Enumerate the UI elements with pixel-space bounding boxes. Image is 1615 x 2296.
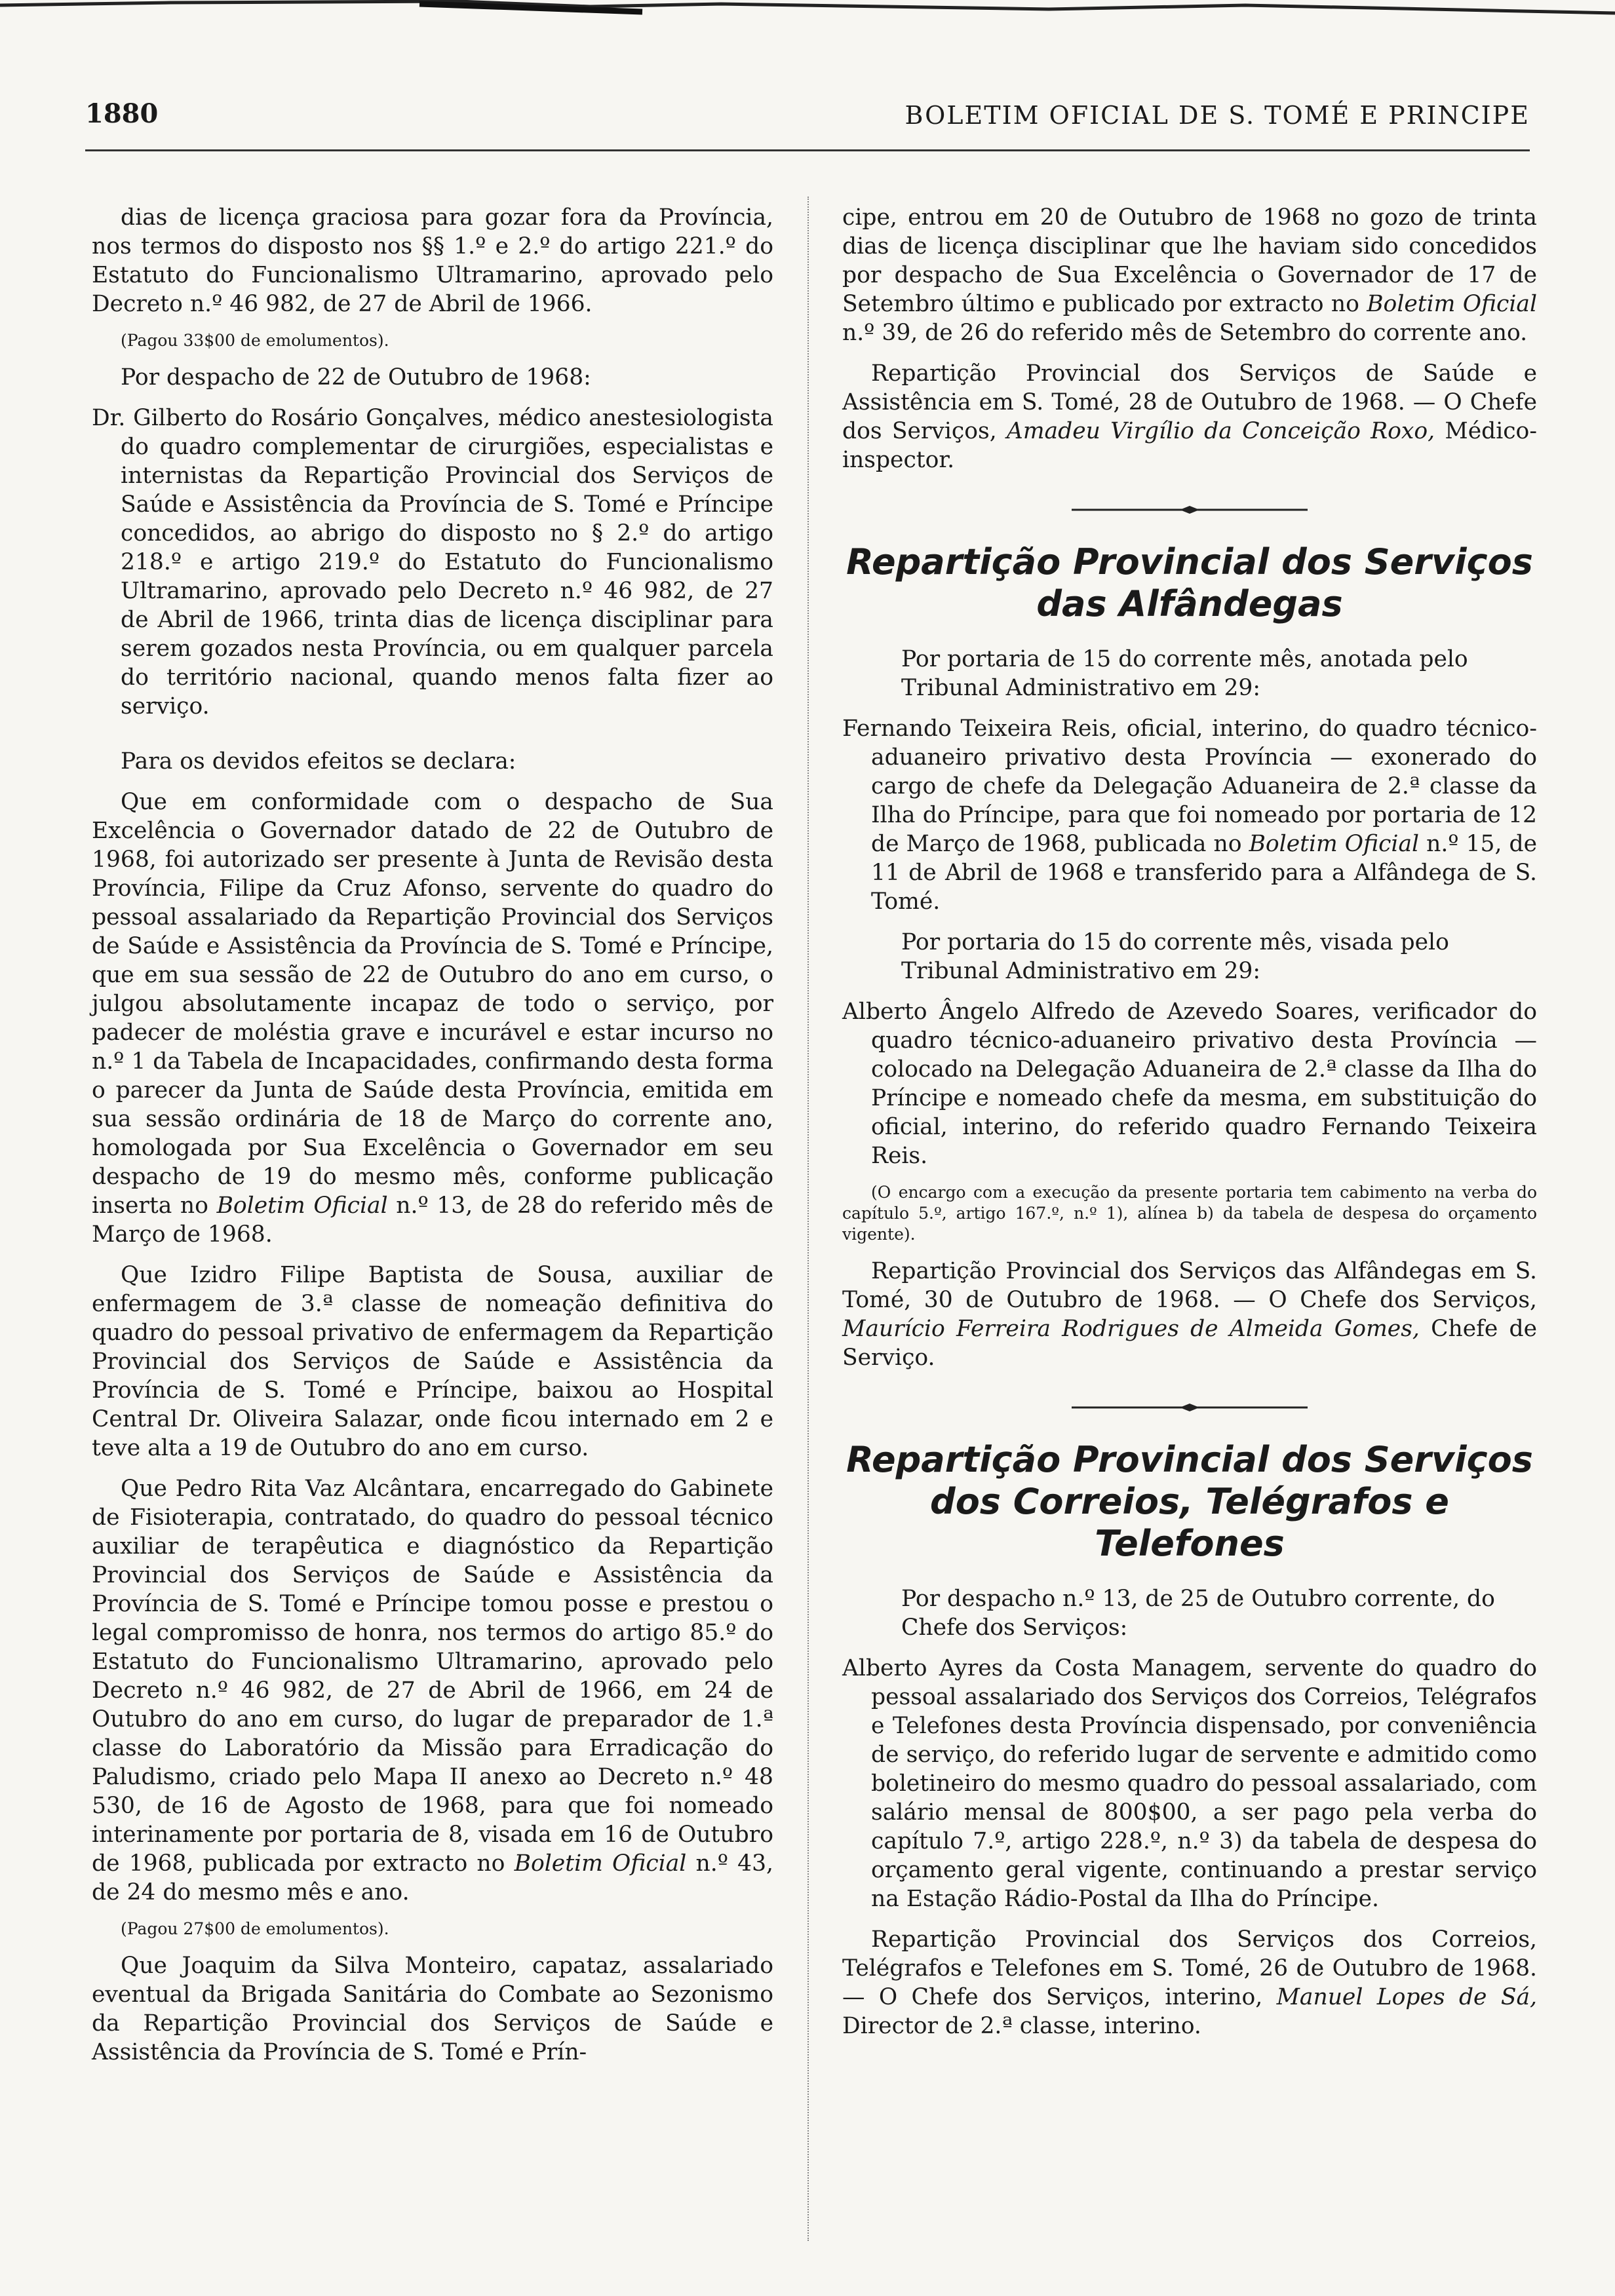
left-column: [92, 203, 773, 2078]
paragraph-text: Que em conformidade com o despacho de Sua Excelência o Governador datado de 22 de Outubro de 1968, foi autorizado ser presente à Junta de Revisão desta Província, Filipe da Cruz Afonso, servente do quadro do pessoal assalariado da Repartição Provincial dos Serviços de Saúde e Assistência da Província de S. Tomé e Príncipe, que em sua sessão de 22 de Outubro do ano em curso, o julgou absolutamente incapaz de todo o serviço, por padecer de moléstia grave e incurável e estar incurso no n.º 1 da Tabela de Incapacidades, confirmando desta forma o parecer da Junta de Saúde desta Província, emitida em sua sessão ordinária de 18 de Março do corrente ano, homologada por Sua Excelência o Governador em seu despacho de 19 do mesmo mês, conforme publicação inserta no: [92, 789, 773, 1219]
paragraph: Que Izidro Filipe Baptista de Sousa, auxiliar de enfermagem de 3.ª classe de nomeação definitiva do quadro do pessoal privativo de enfermagem da Repartição Provincial dos Serviços de Saúde e Assistência da Província de S. Tomé e Príncipe, baixou ao Hospital Central Dr. Oliveira Salazar, onde ficou internado em 2 e teve alta a 19 de Outubro do ano em curso.: [92, 1262, 773, 1461]
header-rule: [85, 149, 1530, 151]
paragraph: Alberto Ayres da Costa Managem, servente do quadro do pessoal assalariado dos Serviços dos Correios, Telégrafos e Telefones desta Província dispensado, por conveniência de serviço, do referido lugar de servente e admitido como boletineiro do mesmo quadro do pessoal assalariado, com salário mensal de 800$00, a ser pago pela verba do capítulo 7.º, artigo 228.º, n.º 3) da tabela de despesa do orçamento geral vigente, continuando a prestar serviço na Estação Rádio-Postal da Ilha do Príncipe.: [842, 1655, 1537, 1912]
payment-note: (Pagou 33$00 de emolumentos).: [121, 331, 389, 350]
scan-edge-artifact: [0, 0, 1615, 39]
paragraph: Que Joaquim da Silva Monteiro, capataz, assalariado eventual da Brigada Sanitária do Combate ao Sezonismo da Repartição Provincial dos Serviços de Saúde e Assistência da Província de S. Tomé e Prín-: [92, 1953, 773, 2065]
right-column: [842, 203, 1537, 2052]
paragraph-text: n.º 15, de 11 de Abril de 1968 e transferido para a Alfândega de S. Tomé.: [871, 831, 1538, 915]
paragraph-text: Repartição Provincial dos Serviços das Alfândegas em S. Tomé, 30 de Outubro de 1968. — O Chefe dos Serviços,: [842, 1258, 1537, 1313]
heading-line: das Alfândegas: [1036, 583, 1343, 624]
paragraph: Alberto Ângelo Alfredo de Azevedo Soares, verificador do quadro técnico-aduaneiro privativo desta Província — colocado na Delegação Aduaneira de 2.ª classe da Ilha do Príncipe e nomeado chefe da mesma, em substituição do oficial, interino, do referido quadro Fernando Teixeira Reis.: [842, 999, 1537, 1169]
heading-line: Repartição Provincial dos Serviços: [846, 1439, 1533, 1480]
signatory-title: Médico-inspector.: [842, 418, 1537, 473]
paragraph-text: Repartição Provincial dos Serviços de Saúde e Assistência em S. Tomé, 28 de Outubro de 1968. — O Chefe dos Serviços,: [842, 360, 1537, 444]
paragraph: [842, 203, 1537, 347]
paragraph-text: n.º 13, de 28 do referido mês de Março de 1968.: [92, 1193, 774, 1248]
paragraph-text: cipe, entrou em 20 de Outubro de 1968 no gozo de trinta dias de licença disciplinar que lhe haviam sido concedidos por despacho de Sua Excelência o Governador de 17 de Setembro último e publicado por extracto no: [842, 204, 1537, 317]
section-heading-alfandegas: [842, 541, 1537, 625]
section-heading-correios: [842, 1439, 1537, 1565]
paragraph: Por portaria de 15 do corrente mês, anotada pelo Tribunal Administrativo em 29:: [901, 646, 1468, 701]
signatory-name: Amadeu Virgílio da Conceição Roxo,: [1006, 418, 1435, 444]
heading-line: Repartição Provincial dos Serviços: [846, 541, 1533, 583]
publication-title: Boletim Oficial: [514, 1850, 687, 1877]
section-separator: [1072, 505, 1308, 515]
paragraph: Dr. Gilberto do Rosário Gonçalves, médico anestesiologista do quadro complementar de cirurgiões, especialistas e internistas da Repartição Provincial dos Serviços de Saúde e Assistência da Província de S. Tomé e Príncipe concedidos, ao abrigo do disposto no § 2.º do artigo 218.º e artigo 219.º do Estatuto do Funcionalismo Ultramarino, aprovado pelo Decreto n.º 46 982, de 27 de Abril de 1966, trinta dias de licença disciplinar para serem gozados nesta Província, ou em qualquer parcela do território nacional, quando menos falta fizer ao serviço.: [92, 405, 773, 719]
signatory-title: Chefe de Serviço.: [842, 1316, 1537, 1371]
paragraph: dias de licença graciosa para gozar fora da Província, nos termos do disposto nos §§ 1.º e 2.º do artigo 221.º do Estatuto do Funcionalismo Ultramarino, aprovado pelo Decreto n.º 46 982, de 27 de Abril de 1966.: [92, 204, 773, 317]
signatory-name: Manuel Lopes de Sá,: [1276, 1984, 1537, 2010]
publication-title: Boletim Oficial: [1367, 291, 1537, 317]
signature-paragraph: [842, 1925, 1537, 2040]
signature-paragraph: [842, 359, 1537, 474]
paragraph-text: n.º 43, de 24 do mesmo mês e ano.: [92, 1850, 774, 1905]
budget-note: (O encargo com a execução da presente portaria tem cabimento na verba do capítulo 5.º, artigo 167.º, n.º 1), alínea b) da tabela de despesa do orçamento vigente).: [842, 1183, 1537, 1244]
payment-note: (Pagou 27$00 de emolumentos).: [121, 1919, 389, 1938]
paragraph: Por portaria do 15 do corrente mês, visada pelo Tribunal Administrativo em 29:: [901, 929, 1449, 984]
paragraph-text: Fernando Teixeira Reis, oficial, interino, do quadro técnico-aduaneiro privativo desta Província — exonerado do cargo de chefe da Delegação Aduaneira de 2.ª classe da Ilha do Príncipe, para que foi nomeado por portaria de 12 de Março de 1968, publicada no: [842, 716, 1537, 857]
paragraph: Por despacho n.º 13, de 25 de Outubro corrente, do Chefe dos Serviços:: [901, 1586, 1495, 1641]
paragraph: Para os devidos efeitos se declara:: [121, 748, 516, 775]
paragraph-text: n.º 39, de 26 do referido mês de Setembro do corrente ano.: [842, 320, 1528, 346]
paragraph: [842, 714, 1537, 916]
paragraph: [92, 1474, 773, 1907]
signatory-name: Maurício Ferreira Rodrigues de Almeida Gomes,: [842, 1316, 1420, 1342]
column-divider: [808, 197, 809, 2241]
page-header: [85, 98, 1530, 144]
paragraph: Por despacho de 22 de Outubro de 1968:: [121, 364, 591, 391]
paragraph-text: Repartição Provincial dos Serviços dos Correios, Telégrafos e Telefones em S. Tomé, 26 de Outubro de 1968. — O Chefe dos Serviços, interino,: [842, 1926, 1537, 2010]
paragraph-text: Que Pedro Rita Vaz Alcântara, encarregado do Gabinete de Fisioterapia, contratado, do quadro do pessoal técnico auxiliar de terapêutica e diagnóstico da Repartição Provincial dos Serviços de Saúde e Assistência da Província de S. Tomé e Príncipe tomou posse e prestou o legal compromisso de honra, nos termos do artigo 85.º do Estatuto do Funcionalismo Ultramarino, aprovado pelo Decreto n.º 46 982, de 27 de Abril de 1966, em 24 de Outubro do ano em curso, do lugar de preparador de 1.ª classe do Laboratório da Missão para Erradicação do Paludismo, criado pelo Mapa II anexo ao Decreto n.º 48 530, de 16 de Agosto de 1968, para que foi nomeado interinamente por portaria de 8, visada em 16 de Outubro de 1968, publicada por extracto no: [92, 1476, 773, 1877]
section-separator: [1072, 1402, 1308, 1413]
page-number: 1880: [85, 98, 159, 129]
publication-title: Boletim Oficial: [216, 1193, 388, 1219]
heading-line: dos Correios, Telégrafos e Telefones: [930, 1481, 1449, 1564]
signature-paragraph: [842, 1257, 1537, 1372]
signatory-title: Director de 2.ª classe, interino.: [842, 2013, 1201, 2039]
publication-title: Boletim Oficial: [1249, 831, 1420, 857]
paragraph: [92, 788, 773, 1249]
running-title: BOLETIM OFICIAL DE S. TOMÉ E PRINCIPE: [905, 101, 1530, 130]
